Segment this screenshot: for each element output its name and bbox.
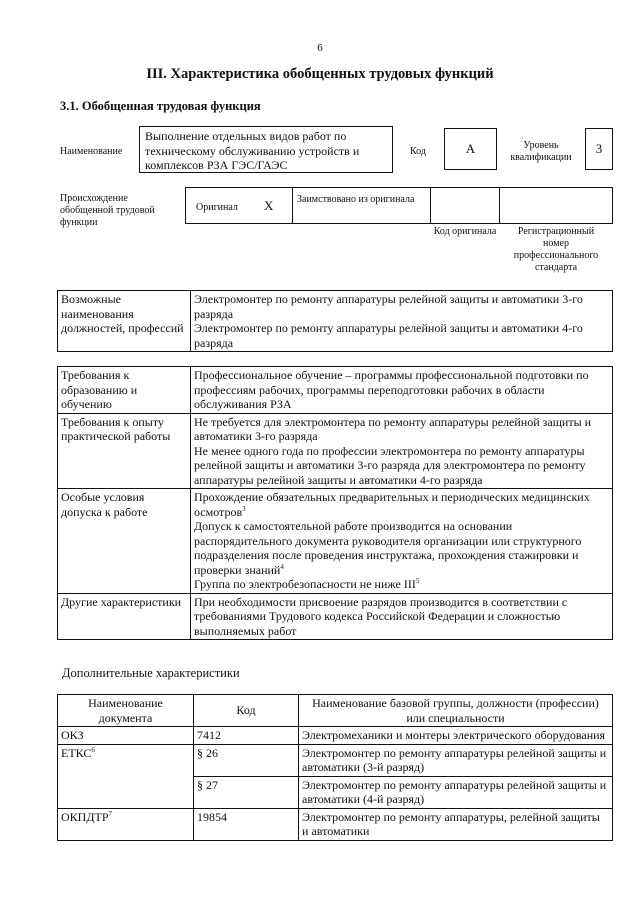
requirement-label: Особые условия допуска к работе — [58, 489, 191, 594]
requirement-line: Не менее одного года по профессии электромонтера по ремонту аппаратуры релейной защиты и автоматики 3-го разряда для электромонтера по ремонту аппаратуры релейной защиты и автоматики 4-го разряда — [194, 443, 586, 487]
table-row — [58, 727, 613, 745]
header-code: Код — [194, 695, 299, 727]
positions-cell — [191, 291, 613, 352]
subsection-title: 3.1. Обобщенная трудовая функция — [60, 99, 261, 113]
name-cell: Электромеханики и монтеры электрического оборудования — [299, 727, 613, 745]
name-cell: Электромонтер по ремонту аппаратуры, релейной защиты и автоматики — [299, 808, 613, 840]
table-row — [58, 593, 613, 640]
table-row — [58, 808, 613, 840]
footnote-ref: 5 — [415, 577, 420, 585]
footnote-ref: 4 — [280, 562, 284, 571]
doc-cell: ЕТКС$^6$ — [58, 744, 194, 808]
code-cell: 7412 — [194, 727, 299, 745]
requirement-label: Требования к опыту практической работы — [58, 413, 191, 489]
original-cell — [185, 187, 293, 224]
requirement-line: Прохождение обязательных предварительных и периодических медицинских осмотров$^3$ — [194, 490, 590, 519]
requirement-line: Допуск к самостоятельной работе производится на основании распорядительного документа руководителя организации или структурного подразделения после проведения инструктажа, прохождения стажировки и проверки знаний$^4$ — [194, 519, 582, 577]
position-line: Электромонтер по ремонту аппаратуры релейной защиты и автоматики 3-го разряда — [194, 292, 583, 321]
code-label: Код — [410, 146, 426, 157]
table-row — [58, 744, 613, 776]
name-cell: Электромонтер по ремонту аппаратуры релейной защиты и автоматики (4-й разряд) — [299, 776, 613, 808]
footnote-ref: 6 — [91, 745, 95, 754]
origin-label: Происхождение обобщенной трудовой функции — [60, 193, 155, 228]
table-row — [58, 367, 613, 414]
registration-caption: Регистрационный номер профессионального стандарта — [513, 226, 599, 273]
positions-label: Возможные наименования должностей, профессий — [58, 291, 191, 352]
requirement-label: Требования к образованию и обучению — [58, 367, 191, 414]
footnote-ref: 3 — [242, 504, 246, 513]
header-name: Наименование базовой группы, должности (профессии) или специальности — [299, 695, 613, 727]
requirement-text: Профессиональное обучение – программы профессиональной подготовки по профессиям рабочих, программы переподготовки рабочих в области обслуживания РЗА — [191, 367, 613, 414]
position-line: Электромонтер по ремонту аппаратуры релейной защиты и автоматики 4-го разряда — [194, 321, 583, 350]
requirement-cell — [191, 413, 613, 489]
positions-table — [57, 290, 613, 352]
code-cell: § 26 — [194, 744, 299, 776]
additional-table — [57, 694, 613, 841]
level-label: Уровень квалификации — [510, 140, 572, 163]
level-value: 3 — [585, 128, 613, 170]
registration-number-cell — [499, 187, 613, 224]
original-code-caption: Код оригинала — [433, 226, 497, 237]
requirement-line: Группа по электробезопасности не ниже III$^5$ — [194, 577, 420, 591]
additional-title: Дополнительные характеристики — [62, 666, 240, 680]
requirements-table — [57, 366, 613, 640]
code-value: А — [444, 128, 497, 170]
original-code-cell — [430, 187, 500, 224]
code-cell: 19854 — [194, 808, 299, 840]
doc-cell: ОКПДТР$^7$ — [58, 808, 194, 840]
table-row — [58, 489, 613, 594]
page-number: 6 — [317, 42, 323, 54]
doc-cell: ОКЗ — [58, 727, 194, 745]
code-cell: § 27 — [194, 776, 299, 808]
footnote-ref: 7 — [108, 809, 113, 818]
name-label: Наименование — [60, 146, 123, 157]
original-mark: X — [264, 198, 274, 213]
function-name: Выполнение отдельных видов работ по техническому обслуживанию устройств и комплексов РЗА ГЭС/ГАЭС — [139, 126, 393, 173]
requirement-cell — [191, 489, 613, 594]
original-label: Оригинал — [196, 202, 238, 213]
section-title: III. Характеристика обобщенных трудовых функций — [146, 66, 494, 82]
requirement-label: Другие характеристики — [58, 593, 191, 640]
table-header-row — [58, 695, 613, 727]
header-document: Наименование документа — [58, 695, 194, 727]
requirement-text: При необходимости присвоение разрядов производится в соответствии с требованиями Трудового кодекса Российской Федерации и сложностью выполняемых работ — [191, 593, 613, 640]
name-cell: Электромонтер по ремонту аппаратуры релейной защиты и автоматики (3-й разряд) — [299, 744, 613, 776]
borrowed-label: Заимствовано из оригинала — [292, 187, 431, 224]
table-row — [58, 291, 613, 352]
table-row — [58, 413, 613, 489]
requirement-line: Не требуется для электромонтера по ремонту аппаратуры релейной защиты и автоматики 3-го разряда — [194, 414, 592, 443]
